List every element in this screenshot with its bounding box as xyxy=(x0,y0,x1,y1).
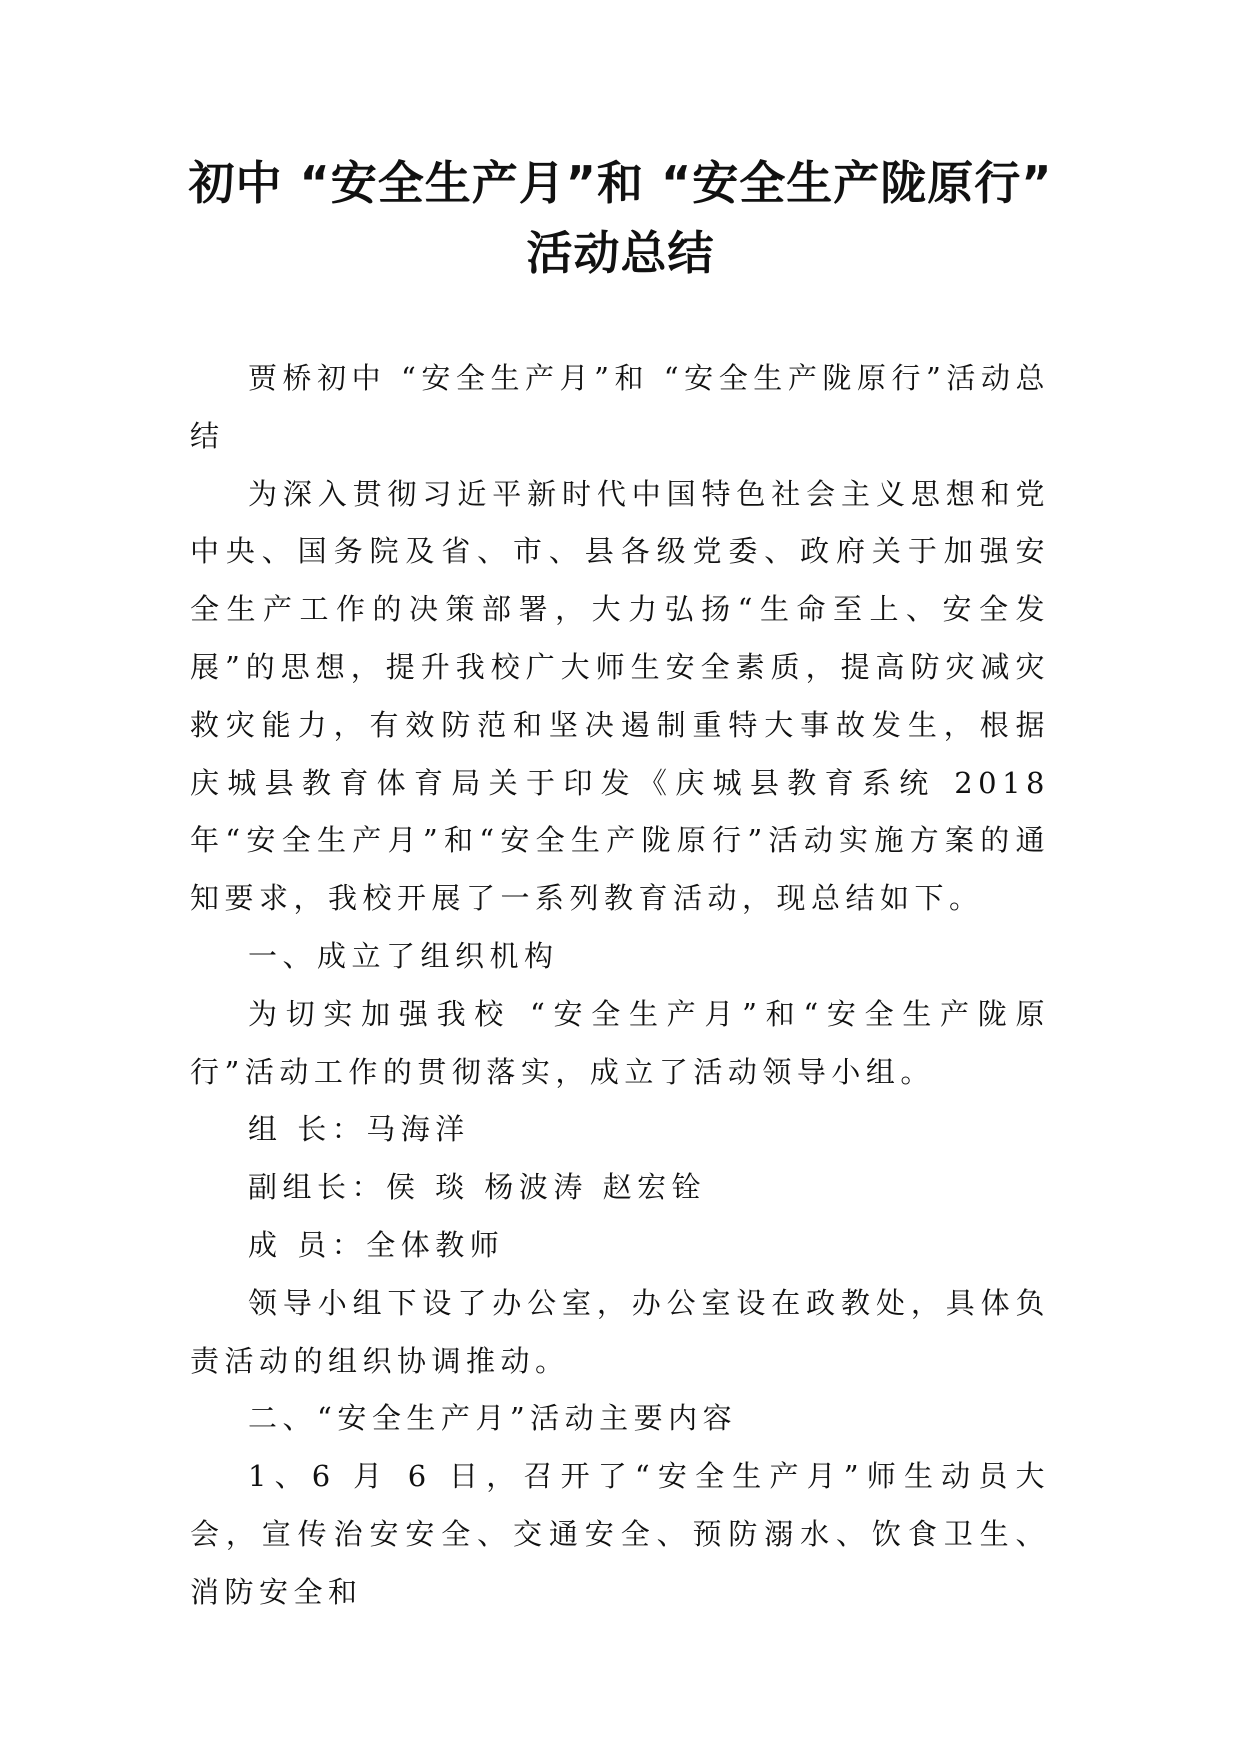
document-title xyxy=(150,148,1091,288)
deputy-leader-line: 副组长：侯 琰 杨波涛 赵宏铨 xyxy=(248,1170,707,1205)
office-paragraph: 领导小组下设了办公室，办公室设在政教处，具体负责活动的组织协调推动。 xyxy=(190,1285,1050,1378)
title-line-1: 初中 “安全生产月”和 “安全生产陇原行” xyxy=(188,156,1053,210)
leader-line: 组 长：马海洋 xyxy=(248,1112,470,1147)
subtitle-paragraph: 贾桥初中 “安全生产月”和 “安全生产陇原行”活动总结 xyxy=(190,361,1050,453)
section-heading-1: 一、成立了组织机构 xyxy=(248,938,559,973)
section-heading-2: 二、“安全生产月”活动主要内容 xyxy=(248,1401,738,1436)
activity-item-1: 1、6 月 6 日，召开了“安全生产月”师生动员大会，宣传治安安全、交通安全、预防溺水、饮食卫生、消防安全和 xyxy=(190,1459,1050,1609)
document-body xyxy=(190,350,1050,1622)
title-line-2: 活动总结 xyxy=(526,226,715,280)
intro-paragraph: 为深入贯彻习近平新时代中国特色社会主义思想和党中央、国务院及省、市、县各级党委、政府关于加强安全生产工作的决策部署，大力弘扬“生命至上、安全发展”的思想，提升我校广大师生安全素质，提高防灾减灾救灾能力，有效防范和坚决遏制重特大事故发生，根据庆城县教育体育局关于印发《庆城县教育系统 2018 年“安全生产月”和“安全生产陇原行”活动实施方案的通知要求，我校开展了一系列教育活动，现总结如下。 xyxy=(190,476,1050,916)
members-line: 成 员：全体教师 xyxy=(248,1227,505,1262)
organization-paragraph: 为切实加强我校 “安全生产月”和“安全生产陇原行”活动工作的贯彻落实，成立了活动领导小组。 xyxy=(190,996,1050,1089)
